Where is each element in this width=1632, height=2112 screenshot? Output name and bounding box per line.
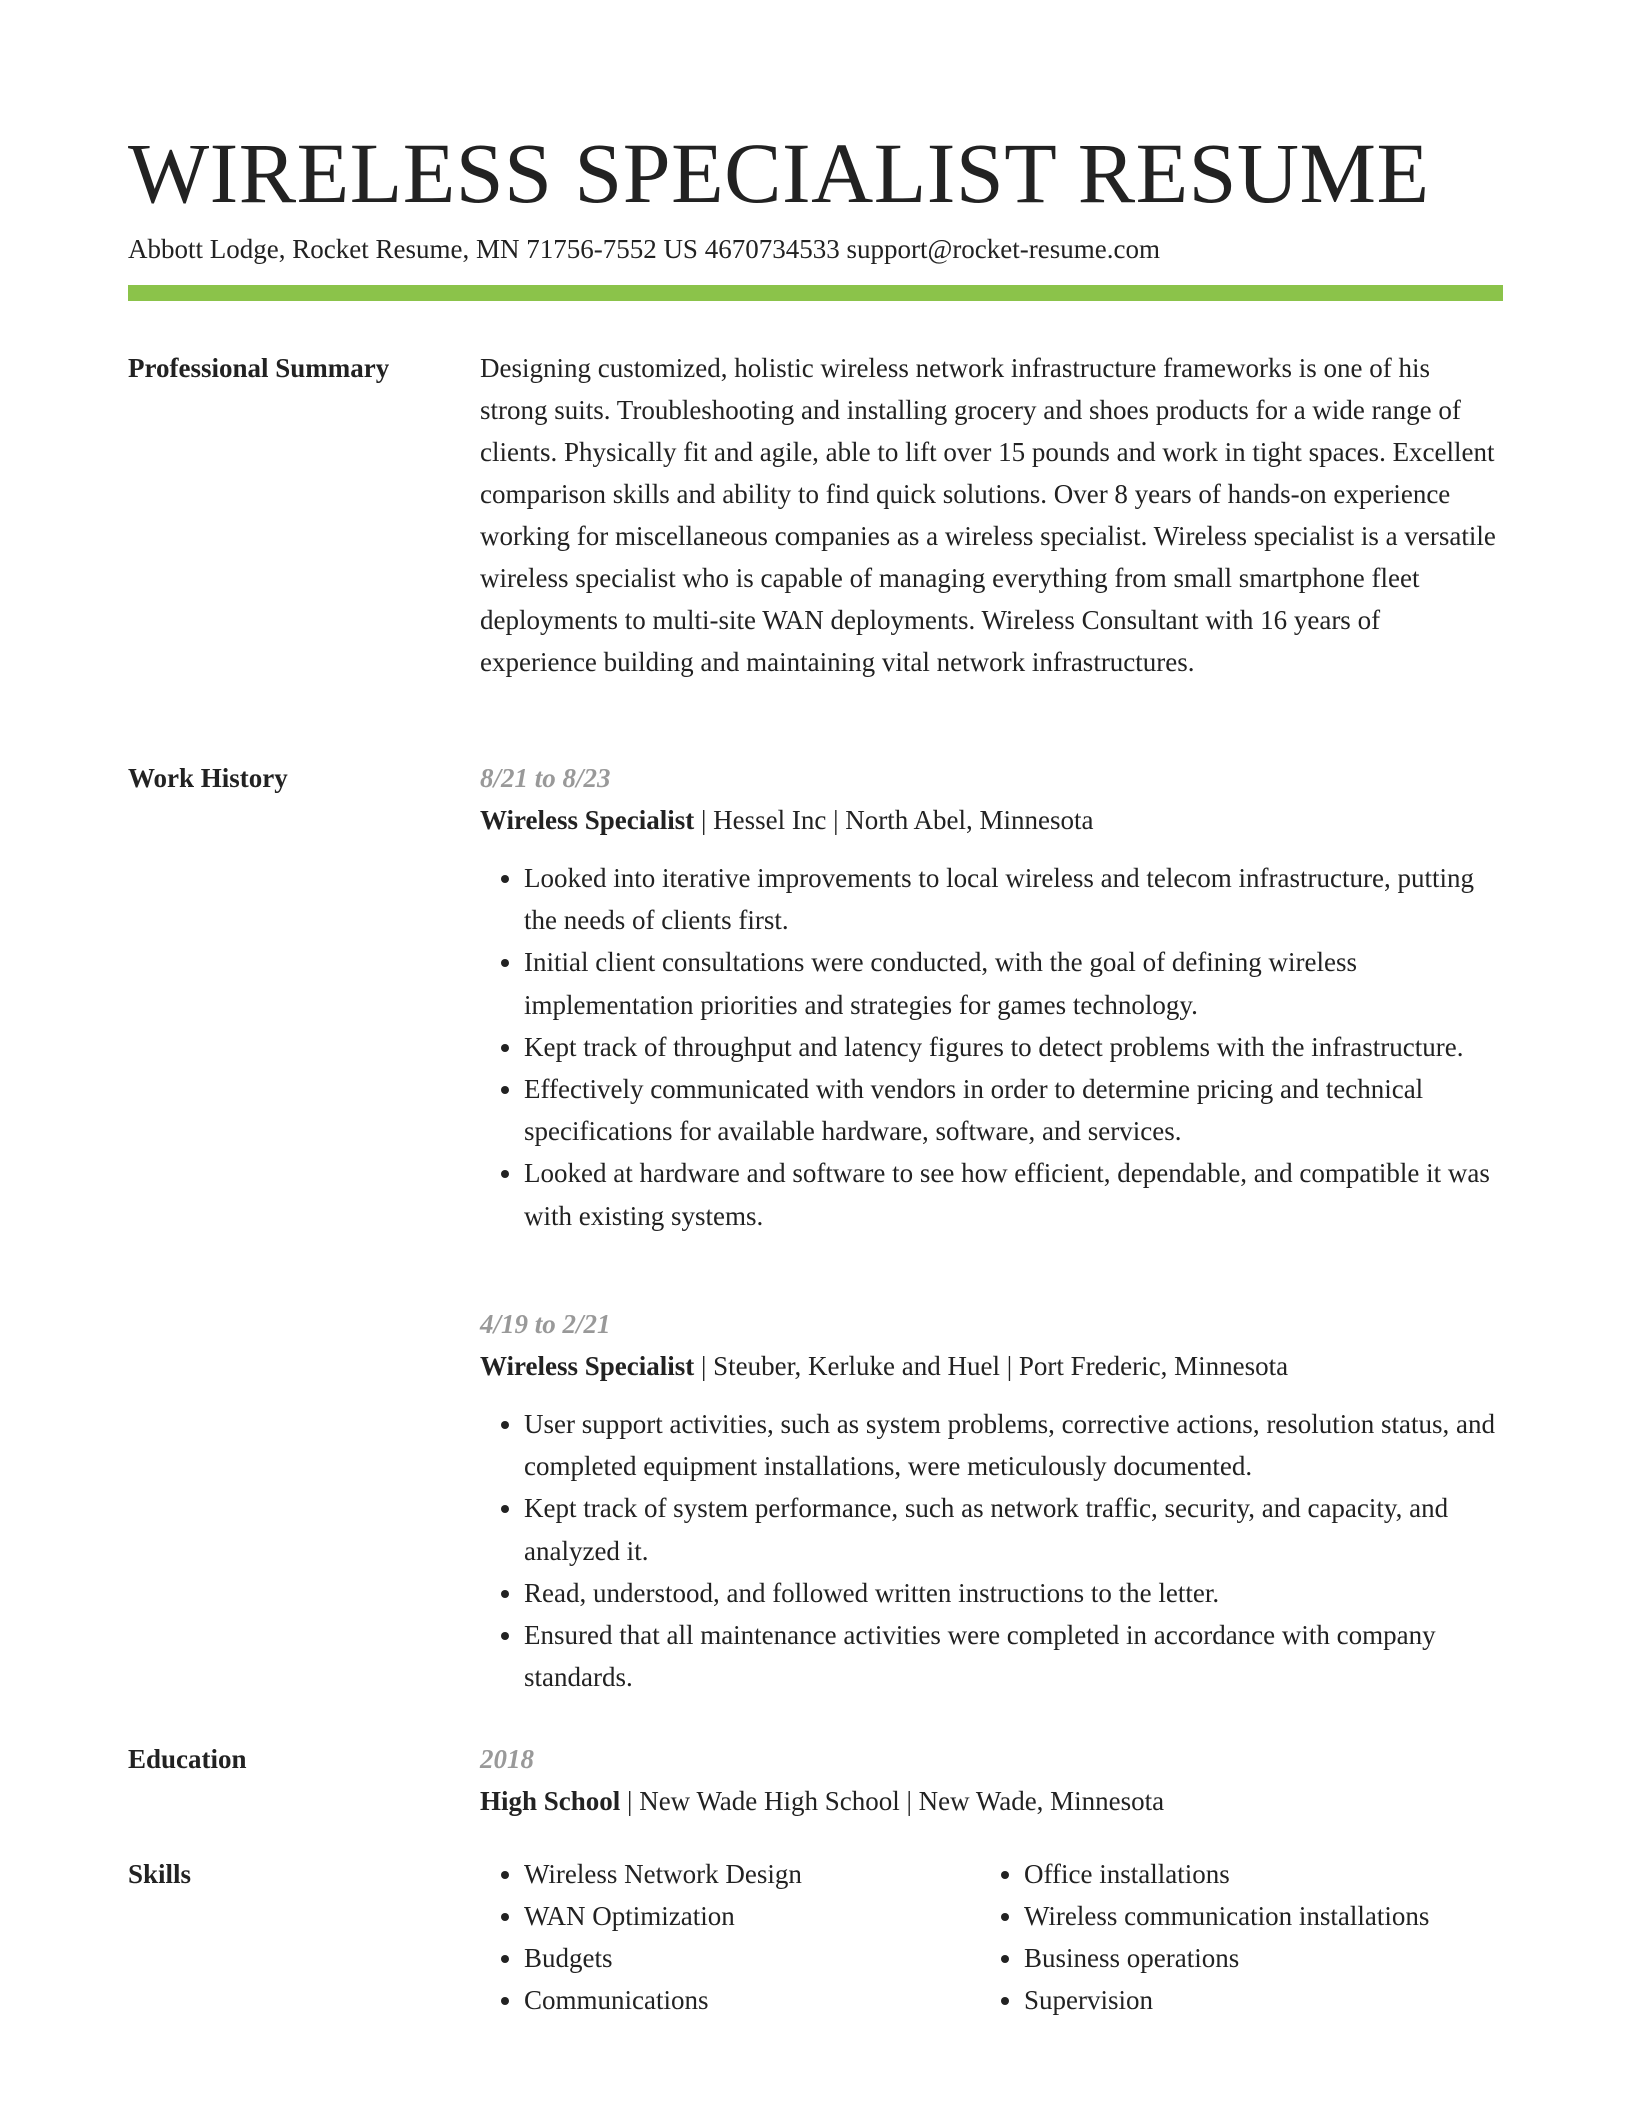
list-item: • Kept track of system performance, such as network traffic, security, and capacity, and analyzed it.	[524, 1487, 1503, 1571]
skills-label: Skills	[128, 1859, 192, 1889]
job-entry	[480, 757, 1503, 1237]
list-item: • User support activities, such as system problems, corrective actions, resolution status, and completed equipment installations, were meticulously documented.	[524, 1403, 1503, 1487]
education-details: | New Wade High School | New Wade, Minnesota	[620, 1786, 1165, 1816]
education-label: Education	[128, 1744, 247, 1774]
job-title-line	[480, 1345, 1503, 1387]
summary-section	[480, 347, 1503, 683]
education-year: 2018	[480, 1744, 534, 1774]
job-bullets	[480, 857, 1503, 1237]
summary-label: Professional Summary	[128, 353, 390, 383]
skill-item: • Communications	[524, 1979, 802, 2021]
contact-info: Abbott Lodge, Rocket Resume, MN 71756-7552 US 4670734533 support@rocket-resume.com	[128, 234, 1160, 264]
list-item: • Effectively communicated with vendors in order to determine pricing and technical specifications for available hardware, software, and services.	[524, 1068, 1503, 1152]
job-entry	[480, 1303, 1503, 1698]
education-line	[480, 1780, 1503, 1822]
skill-item: • Wireless Network Design	[524, 1853, 802, 1895]
list-item: • Looked into iterative improvements to local wireless and telecom infrastructure, putting the needs of clients first.	[524, 857, 1503, 941]
job-role: Wireless Specialist	[480, 805, 695, 835]
skill-item: • Supervision	[1024, 1979, 1429, 2021]
list-item: • Looked at hardware and software to see how efficient, dependable, and compatible it was with existing systems.	[524, 1152, 1503, 1236]
skill-item: • WAN Optimization	[524, 1895, 802, 1937]
list-item: • Ensured that all maintenance activities were completed in accordance with company standards.	[524, 1614, 1503, 1698]
skill-item: • Budgets	[524, 1937, 802, 1979]
skill-item: • Office installations	[1024, 1853, 1429, 1895]
header-divider	[128, 285, 1503, 301]
skills-column-left	[480, 1853, 802, 2021]
skills-column-right	[980, 1853, 1429, 2021]
skill-item: • Business operations	[1024, 1937, 1429, 1979]
job-details: | Hessel Inc | North Abel, Minnesota	[694, 805, 1094, 835]
summary-text: Designing customized, holistic wireless network infrastructure frameworks is one of his strong suits. Troubleshooting and installing grocery and shoes products for a wide range of clients. Physically fit and agile, able to lift over 15 pounds and work in tight spaces. Excellent comparison skills and ability to find quick solutions. Over 8 years of hands-on experience working for miscellaneous companies as a wireless specialist. Wireless specialist is a versatile wireless specialist who is capable of managing everything from small smartphone fleet deployments to multi-site WAN deployments. Wireless Consultant with 16 years of experience building and maintaining vital network infrastructures.	[480, 353, 1496, 677]
skill-item: • Wireless communication installations	[1024, 1895, 1429, 1937]
job-bullets	[480, 1403, 1503, 1698]
job-details: | Steuber, Kerluke and Huel | Port Frederic, Minnesota	[694, 1351, 1289, 1381]
job-dates: 4/19 to 2/21	[480, 1309, 611, 1339]
list-item: • Initial client consultations were conducted, with the goal of defining wireless implementation priorities and strategies for games technology.	[524, 941, 1503, 1025]
education-entry	[480, 1738, 1503, 1822]
work-history-label: Work History	[128, 763, 288, 793]
skills-section	[480, 1853, 1503, 2023]
job-title-line	[480, 799, 1503, 841]
list-item: • Read, understood, and followed written instructions to the letter.	[524, 1572, 1503, 1614]
list-item: • Kept track of throughput and latency figures to detect problems with the infrastructure.	[524, 1026, 1503, 1068]
job-dates: 8/21 to 8/23	[480, 763, 611, 793]
education-degree: High School	[480, 1786, 621, 1816]
resume-title: WIRELESS SPECIALIST RESUME	[128, 125, 1430, 221]
job-role: Wireless Specialist	[480, 1351, 695, 1381]
